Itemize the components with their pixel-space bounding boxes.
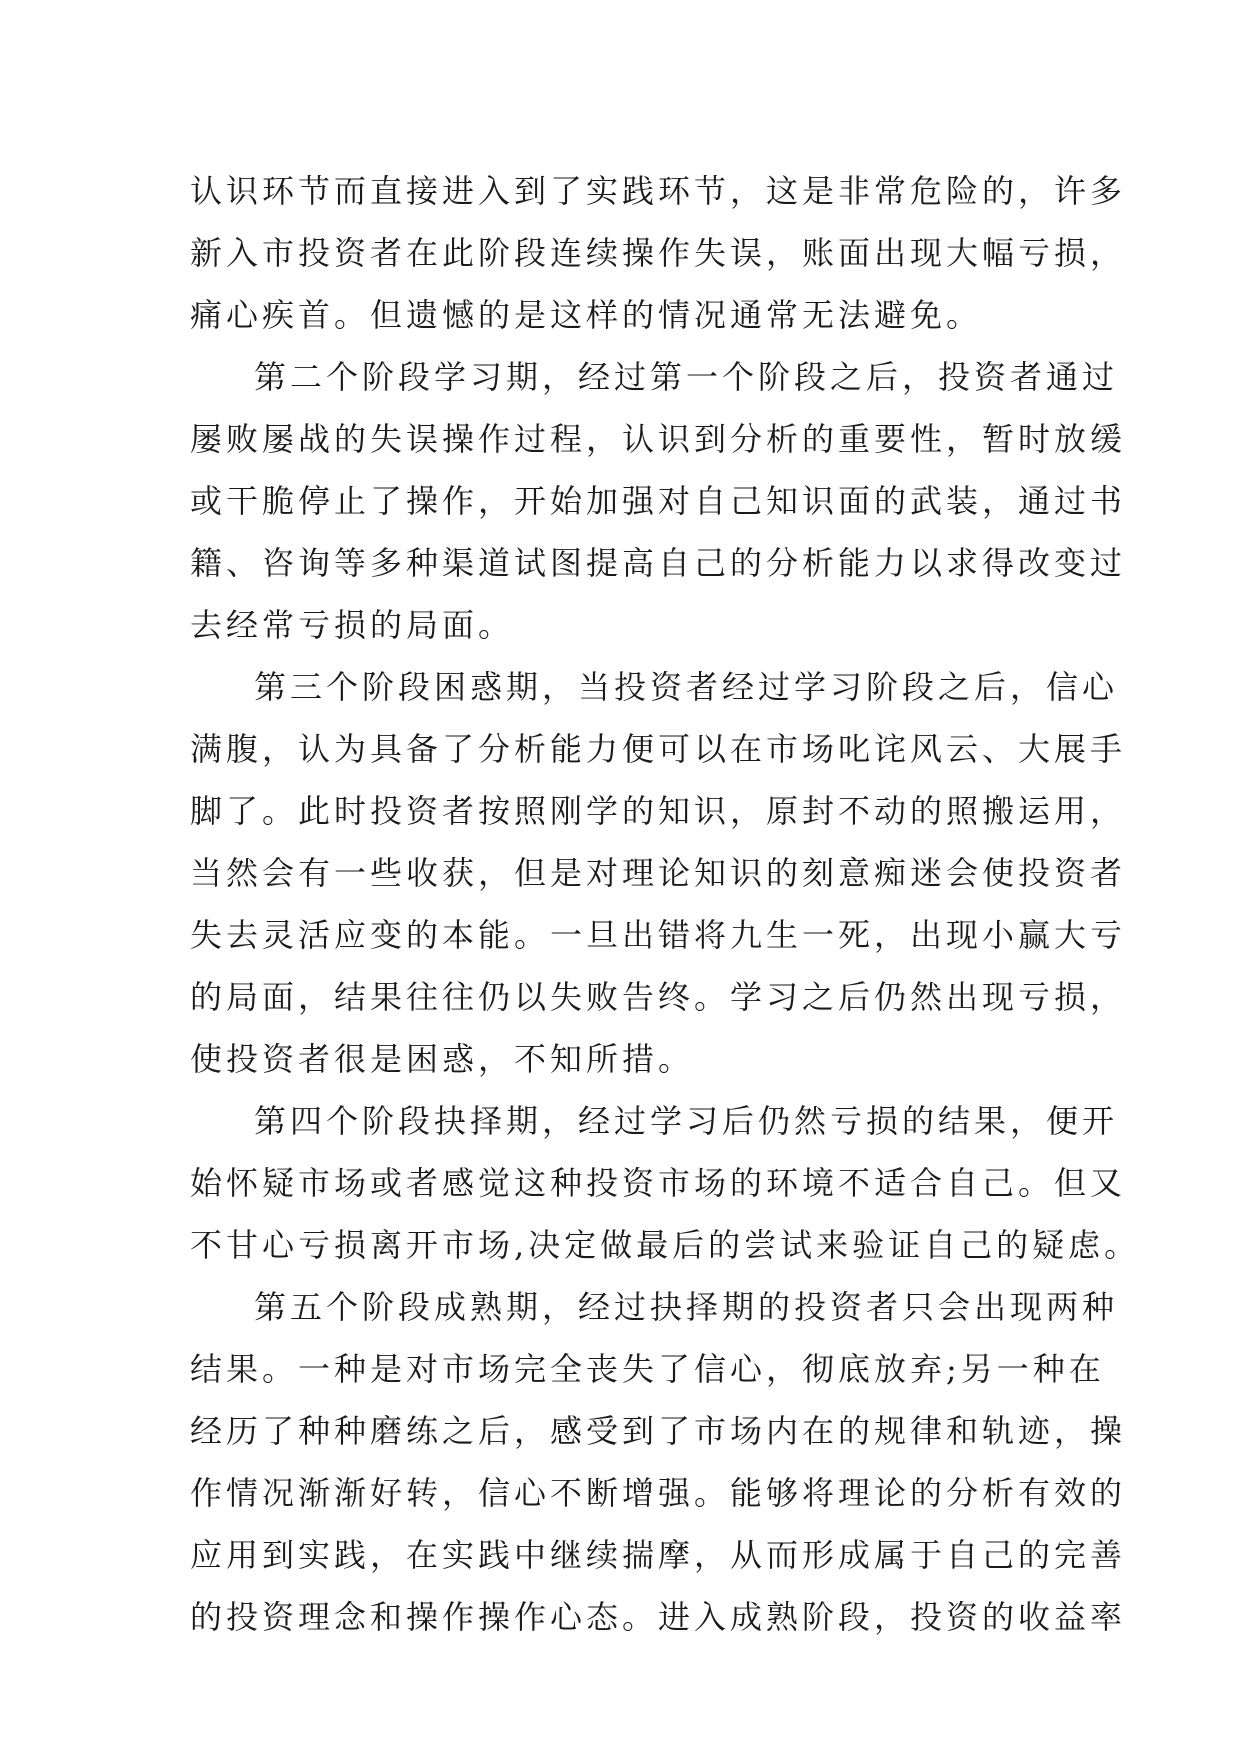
text-line: 经历了种种磨练之后，感受到了市场内在的规律和轨迹，操 — [190, 1412, 1127, 1450]
text-line: 或干脆停止了操作，开始加强对自己知识面的武装，通过书 — [190, 482, 1127, 520]
text-line: 脚了。此时投资者按照刚学的知识，原封不动的照搬运用， — [190, 792, 1127, 830]
paragraph-3 — [190, 656, 1127, 1090]
text-line: 失去灵活应变的本能。一旦出错将九生一死，出现小赢大亏 — [190, 916, 1127, 954]
text-line: 去经常亏损的局面。 — [190, 606, 515, 644]
text-line: 当然会有一些收获，但是对理论知识的刻意痴迷会使投资者 — [190, 854, 1127, 892]
text-line: 新入市投资者在此阶段连续操作失误，账面出现大幅亏损， — [190, 234, 1127, 272]
document-body — [190, 160, 1141, 1648]
text-line: 不甘心亏损离开市场,决定做最后的尝试来验证自己的疑虑。 — [190, 1226, 1141, 1264]
text-line: 第三个阶段困惑期，当投资者经过学习阶段之后，信心 — [254, 668, 1119, 706]
text-line: 结果。一种是对市场完全丧失了信心，彻底放弃;另一种在 — [190, 1350, 1105, 1388]
text-line: 始怀疑市场或者感觉这种投资市场的环境不适合自己。但又 — [190, 1164, 1127, 1202]
text-line: 第二个阶段学习期，经过第一个阶段之后，投资者通过 — [254, 358, 1119, 396]
text-line: 的投资理念和操作操作心态。进入成熟阶段，投资的收益率 — [190, 1598, 1127, 1636]
paragraph-4 — [190, 1090, 1141, 1276]
text-line: 屡败屡战的失误操作过程，认识到分析的重要性，暂时放缓 — [190, 420, 1127, 458]
paragraph-1 — [190, 160, 1127, 346]
text-line: 痛心疾首。但遗憾的是这样的情况通常无法避免。 — [190, 296, 983, 334]
text-line: 认识环节而直接进入到了实践环节，这是非常危险的，许多 — [190, 172, 1127, 210]
text-line: 第五个阶段成熟期，经过抉择期的投资者只会出现两种 — [254, 1288, 1119, 1326]
text-line: 作情况渐渐好转，信心不断增强。能够将理论的分析有效的 — [190, 1474, 1127, 1512]
paragraph-5 — [190, 1276, 1127, 1648]
text-line: 的局面，结果往往仍以失败告终。学习之后仍然出现亏损， — [190, 978, 1127, 1016]
text-line: 第四个阶段抉择期，经过学习后仍然亏损的结果，便开 — [254, 1102, 1119, 1140]
text-line: 使投资者很是困惑，不知所措。 — [190, 1040, 695, 1078]
paragraph-2 — [190, 346, 1127, 656]
text-line: 应用到实践，在实践中继续揣摩，从而形成属于自己的完善 — [190, 1536, 1127, 1574]
text-line: 满腹，认为具备了分析能力便可以在市场叱诧风云、大展手 — [190, 730, 1127, 768]
text-line: 籍、咨询等多种渠道试图提高自己的分析能力以求得改变过 — [190, 544, 1127, 582]
